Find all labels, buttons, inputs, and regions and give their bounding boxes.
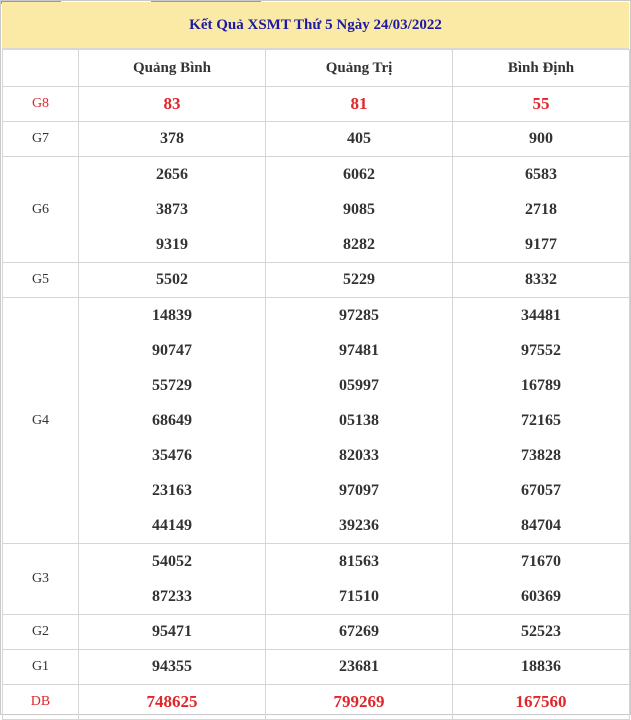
prize-number: 3873 [156, 201, 188, 218]
prize-number: 799269 [266, 685, 453, 720]
prize-number: 72165 [521, 412, 561, 429]
prize-number: 5229 [266, 263, 453, 298]
prize-row-g3 [3, 544, 630, 615]
prize-cell [453, 157, 630, 263]
header-province-3: Bình Định [453, 50, 630, 87]
prize-number: 405 [266, 122, 453, 157]
prize-number: 84704 [521, 517, 561, 534]
prize-label: DB [3, 685, 79, 720]
prize-label: G1 [3, 650, 79, 685]
prize-row-g4 [3, 298, 630, 544]
prize-number: 900 [453, 122, 630, 157]
results-table [2, 49, 630, 720]
prize-row-g6 [3, 157, 630, 263]
prize-number: 54052 [152, 553, 192, 570]
prize-label: G5 [3, 263, 79, 298]
prize-number: 55729 [152, 377, 192, 394]
prize-number: 39236 [339, 517, 379, 534]
prize-row-g5 [3, 263, 630, 298]
prize-number: 97285 [339, 307, 379, 324]
prize-number: 167560 [453, 685, 630, 720]
prize-number: 68649 [152, 412, 192, 429]
prize-number: 23163 [152, 482, 192, 499]
prize-number: 81563 [339, 553, 379, 570]
prize-number: 9177 [525, 236, 557, 253]
prize-number: 94355 [79, 650, 266, 685]
prize-row-g2 [3, 615, 630, 650]
prize-number: 97097 [339, 482, 379, 499]
results-body [3, 87, 630, 720]
prize-cell [266, 544, 453, 615]
prize-number: 05138 [339, 412, 379, 429]
prize-number: 67269 [266, 615, 453, 650]
header-province-1: Quảng Bình [79, 50, 266, 87]
prize-number: 55 [453, 87, 630, 122]
prize-cell [79, 157, 266, 263]
prize-number: 6583 [525, 166, 557, 183]
prize-number: 71510 [339, 588, 379, 605]
prize-number: 97552 [521, 342, 561, 359]
prize-number: 9319 [156, 236, 188, 253]
prize-number: 8282 [343, 236, 375, 253]
prize-label: G4 [3, 298, 79, 544]
prize-cell [266, 157, 453, 263]
page-title: Kết Quả XSMT Thứ 5 Ngày 24/03/2022 [2, 2, 629, 49]
prize-label: G7 [3, 122, 79, 157]
prize-number: 9085 [343, 201, 375, 218]
header-prize [3, 50, 79, 87]
prize-number: 97481 [339, 342, 379, 359]
prize-number: 87233 [152, 588, 192, 605]
prize-number: 23681 [266, 650, 453, 685]
prize-number: 5502 [79, 263, 266, 298]
header-province-2: Quảng Trị [266, 50, 453, 87]
prize-label: G2 [3, 615, 79, 650]
prize-row-db [3, 685, 630, 720]
prize-cell [266, 298, 453, 544]
prize-number: 18836 [453, 650, 630, 685]
prize-number: 14839 [152, 307, 192, 324]
prize-number: 52523 [453, 615, 630, 650]
prize-number: 748625 [79, 685, 266, 720]
header-row [3, 50, 630, 87]
prize-number: 67057 [521, 482, 561, 499]
prize-row-g1 [3, 650, 630, 685]
prize-number: 16789 [521, 377, 561, 394]
prize-number: 378 [79, 122, 266, 157]
prize-number: 05997 [339, 377, 379, 394]
prize-label: G6 [3, 157, 79, 263]
prize-number: 2656 [156, 166, 188, 183]
prize-number: 8332 [453, 263, 630, 298]
prize-number: 90747 [152, 342, 192, 359]
prize-number: 71670 [521, 553, 561, 570]
prize-label: G8 [3, 87, 79, 122]
prize-cell [79, 298, 266, 544]
prize-cell [453, 544, 630, 615]
prize-row-g8 [3, 87, 630, 122]
prize-number: 44149 [152, 517, 192, 534]
prize-label: G3 [3, 544, 79, 615]
prize-number: 6062 [343, 166, 375, 183]
prize-number: 60369 [521, 588, 561, 605]
prize-cell [79, 544, 266, 615]
prize-number: 35476 [152, 447, 192, 464]
prize-number: 73828 [521, 447, 561, 464]
prize-number: 2718 [525, 201, 557, 218]
prize-number: 81 [266, 87, 453, 122]
prize-number: 82033 [339, 447, 379, 464]
prize-number: 83 [79, 87, 266, 122]
prize-number: 95471 [79, 615, 266, 650]
prize-row-g7 [3, 122, 630, 157]
prize-number: 34481 [521, 307, 561, 324]
prize-cell [453, 298, 630, 544]
